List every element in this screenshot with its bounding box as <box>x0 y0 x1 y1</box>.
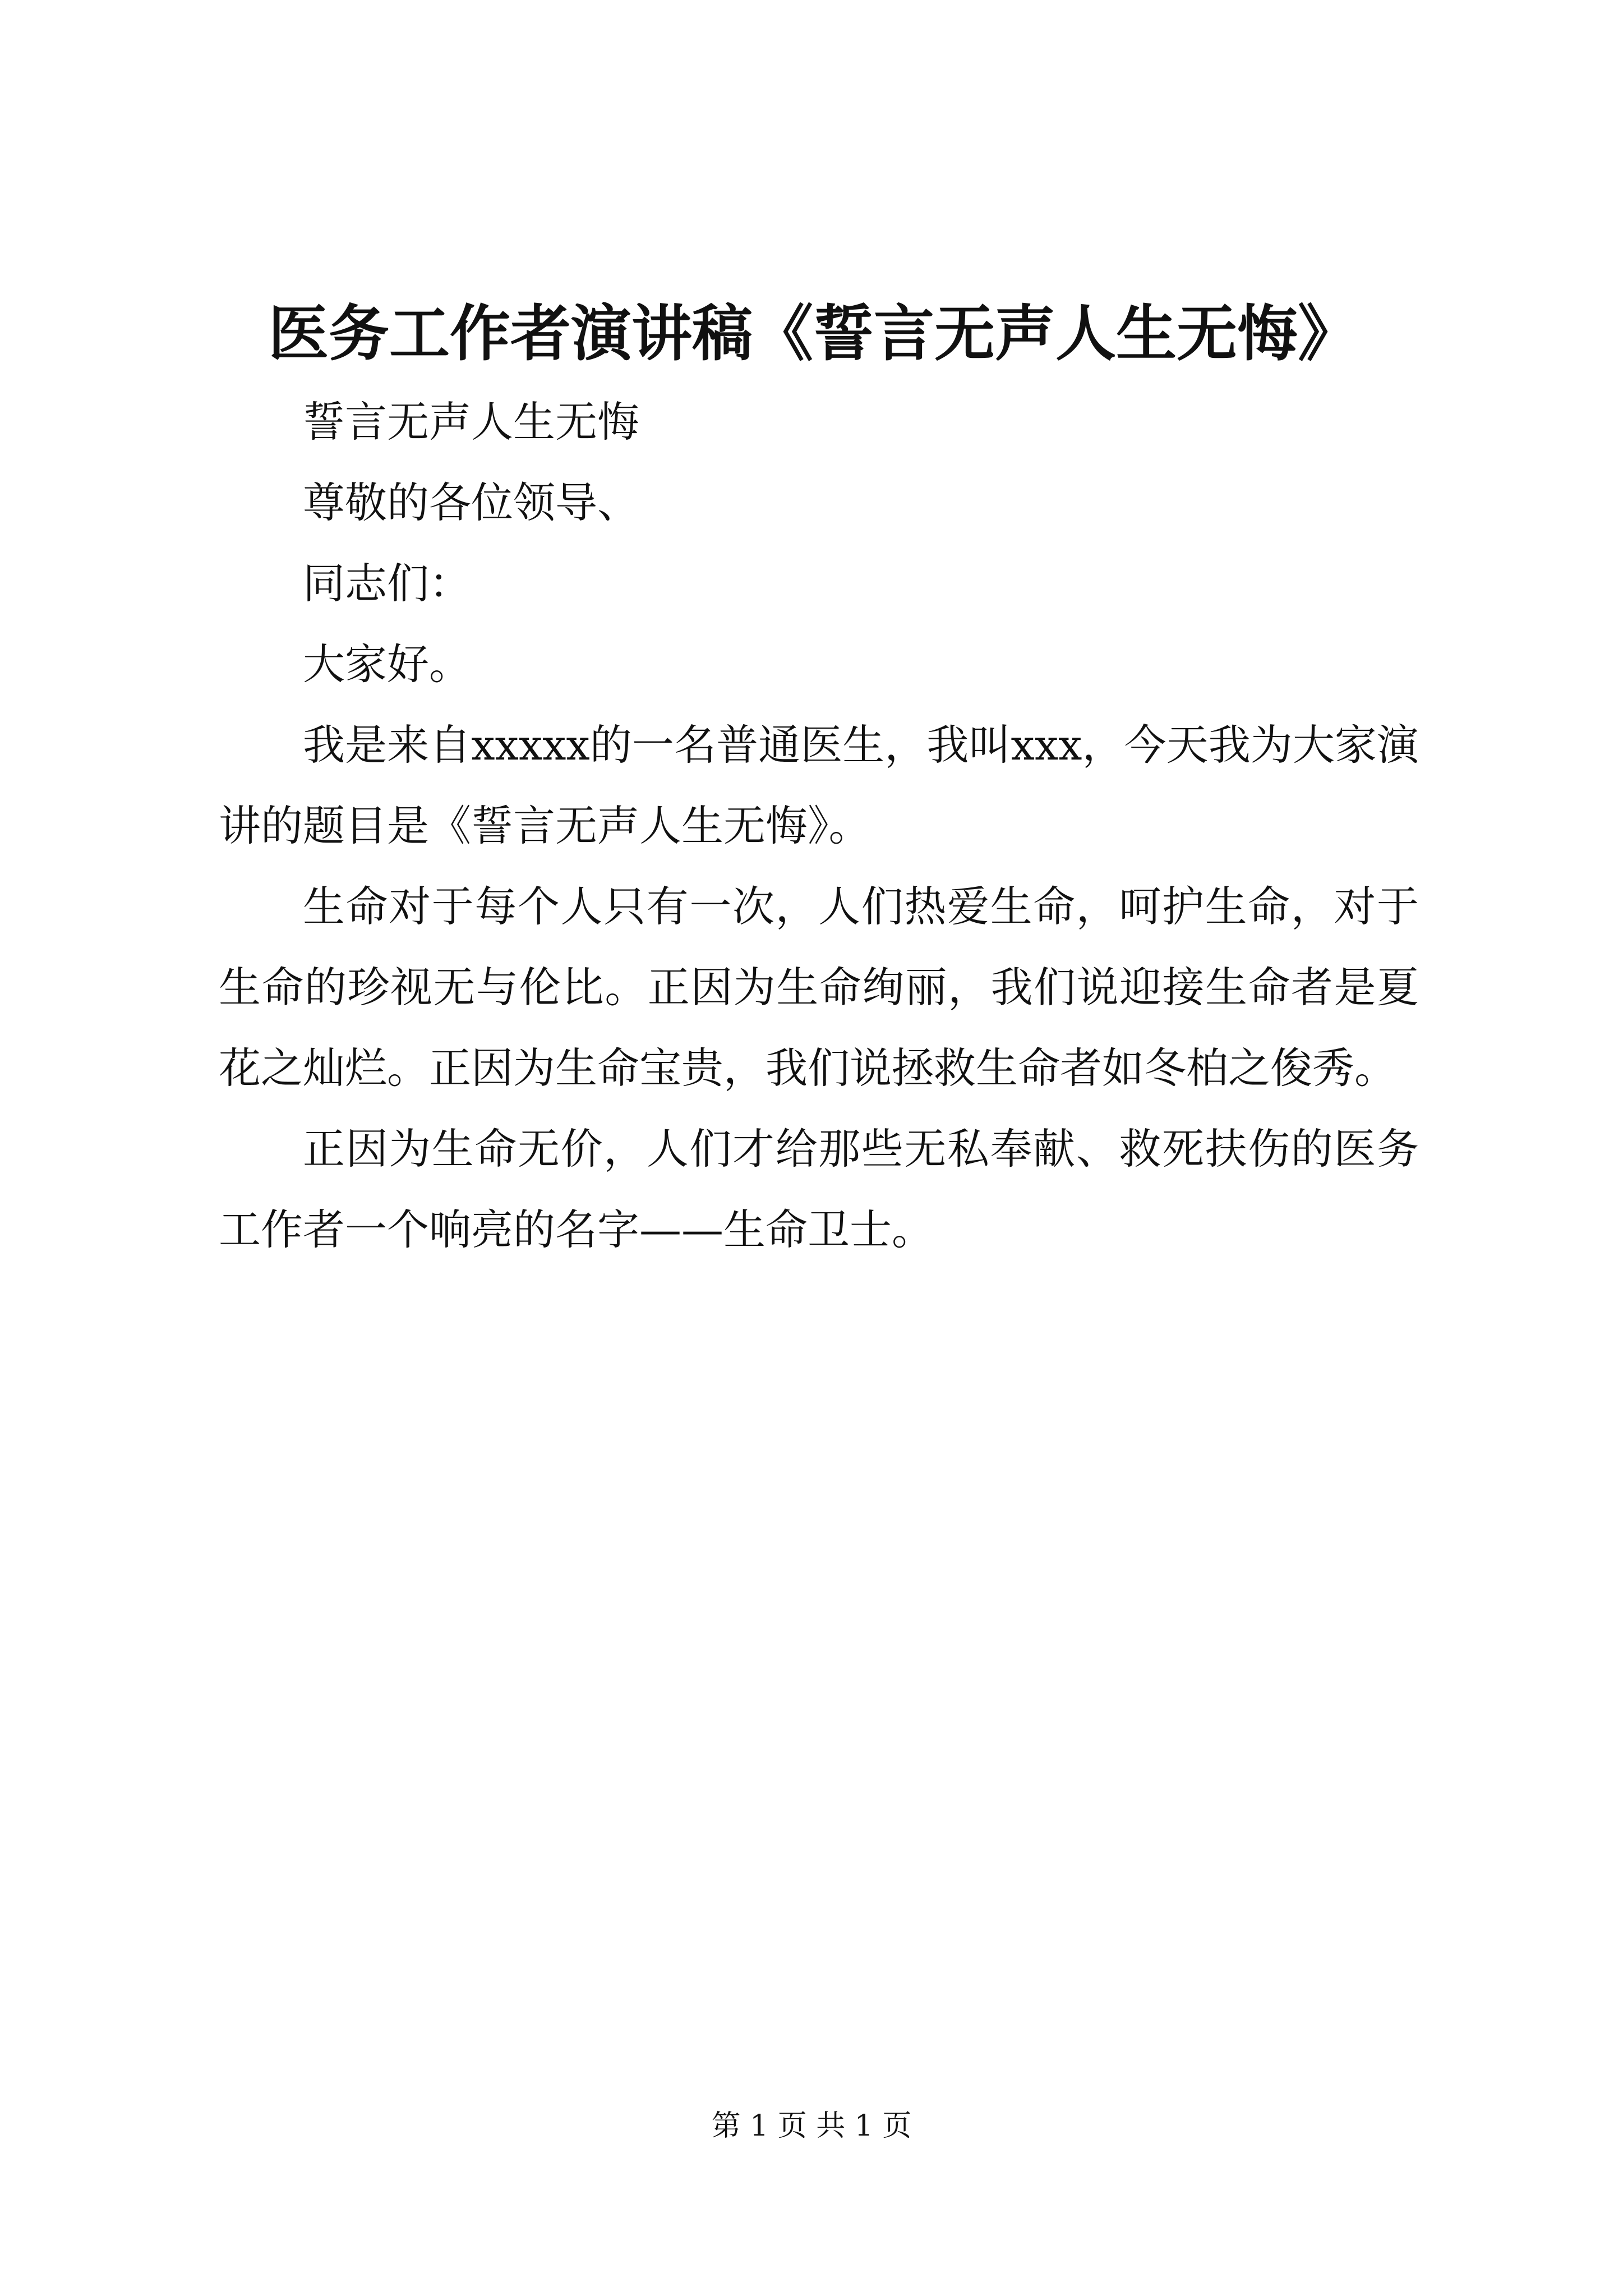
paragraph-greeting: 大家好。 <box>303 639 472 689</box>
paragraph-subtitle: 誓言无声人生无悔 <box>303 397 640 447</box>
document-body <box>219 381 1419 1270</box>
page-footer: 第 1 页 共 1 页 <box>711 2109 912 2143</box>
paragraph-salutation-leaders: 尊敬的各位领导、 <box>303 478 640 527</box>
paragraph-life-guardians: 正因为生命无价，人们才给那些无私奉献、救死扶伤的医务工作者一个响亮的名字——生命卫士。 <box>219 1124 1419 1254</box>
document-title: 医务工作者演讲稿《誓言无声人生无悔》 <box>268 298 1358 369</box>
paragraph-life-value: 生命对于每个人只有一次，人们热爱生命，呵护生命，对于生命的珍视无与伦比。正因为生命绚丽，我们说迎接生命者是夏花之灿烂。正因为生命宝贵，我们说拯救生命者如冬柏之俊秀。 <box>219 882 1419 1093</box>
paragraph-salutation-comrades: 同志们： <box>303 559 472 608</box>
paragraph-introduction: 我是来自xxxxx的一名普通医生，我叫xxx，今天我为大家演讲的题目是《誓言无声人生无悔》。 <box>219 720 1419 850</box>
